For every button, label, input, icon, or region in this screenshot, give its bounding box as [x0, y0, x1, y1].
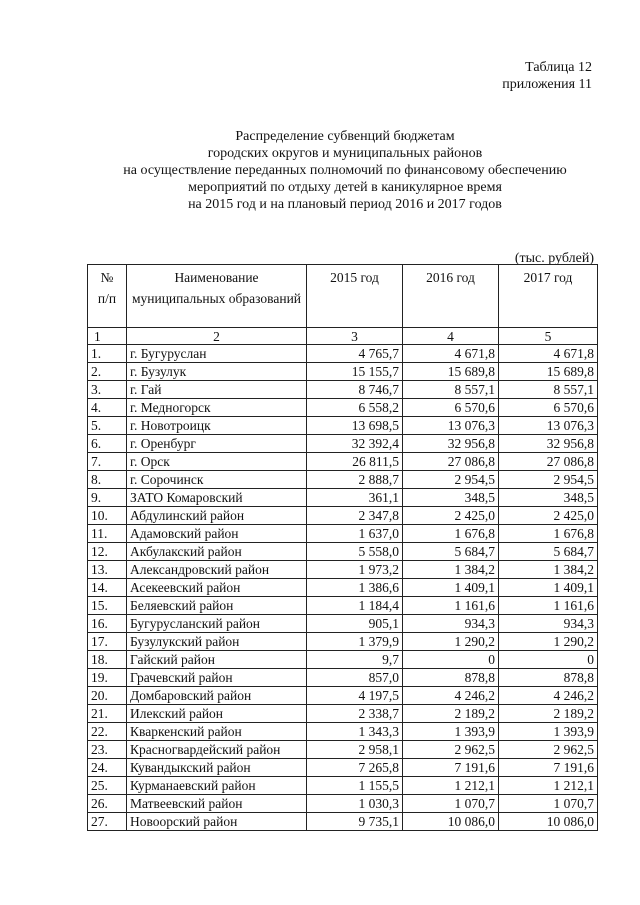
table-row: [88, 705, 598, 723]
row-number: 8.: [88, 471, 127, 489]
table-row: [88, 795, 598, 813]
value-2017: 1 161,6: [499, 597, 598, 615]
value-2016: 0: [403, 651, 499, 669]
value-2017: 2 425,0: [499, 507, 598, 525]
value-2015: 15 155,7: [307, 363, 403, 381]
value-2015: 7 265,8: [307, 759, 403, 777]
table-row: [88, 687, 598, 705]
value-2017: 1 290,2: [499, 633, 598, 651]
municipality-name: Домбаровский район: [127, 687, 307, 705]
value-2017: 4 246,2: [499, 687, 598, 705]
table-row: [88, 777, 598, 795]
municipality-name: Абдулинский район: [127, 507, 307, 525]
units-label: (тыс. рублей): [514, 251, 594, 266]
municipality-name: г. Новотроицк: [127, 417, 307, 435]
table-row: [88, 435, 598, 453]
row-number: 24.: [88, 759, 127, 777]
value-2017: 5 684,7: [499, 543, 598, 561]
value-2015: 2 347,8: [307, 507, 403, 525]
value-2016: 10 086,0: [403, 813, 499, 831]
header-2016: 2016 год: [403, 265, 499, 328]
value-2016: 8 557,1: [403, 381, 499, 399]
value-2016: 1 070,7: [403, 795, 499, 813]
value-2016: 32 956,8: [403, 435, 499, 453]
value-2015: 1 973,2: [307, 561, 403, 579]
value-2017: 8 557,1: [499, 381, 598, 399]
table-row: [88, 723, 598, 741]
municipality-name: Кваркенский район: [127, 723, 307, 741]
value-2017: 10 086,0: [499, 813, 598, 831]
value-2015: 1 030,3: [307, 795, 403, 813]
row-number: 1.: [88, 345, 127, 363]
value-2015: 2 888,7: [307, 471, 403, 489]
row-number: 13.: [88, 561, 127, 579]
municipality-name: Грачевский район: [127, 669, 307, 687]
value-2016: 1 676,8: [403, 525, 499, 543]
row-number: 14.: [88, 579, 127, 597]
municipality-name: г. Сорочинск: [127, 471, 307, 489]
value-2016: 27 086,8: [403, 453, 499, 471]
value-2017: 13 076,3: [499, 417, 598, 435]
heading-line: Распределение субвенций бюджетам: [235, 129, 455, 144]
value-2015: 4 765,7: [307, 345, 403, 363]
value-2017: 1 676,8: [499, 525, 598, 543]
municipality-name: Александровский район: [127, 561, 307, 579]
value-2015: 5 558,0: [307, 543, 403, 561]
value-2015: 2 958,1: [307, 741, 403, 759]
value-2017: 2 954,5: [499, 471, 598, 489]
municipality-name: Адамовский район: [127, 525, 307, 543]
municipality-name: Курманаевский район: [127, 777, 307, 795]
value-2017: 6 570,6: [499, 399, 598, 417]
municipality-name: Бугурусланский район: [127, 615, 307, 633]
heading-line: городских округов и муниципальных районов: [207, 146, 483, 161]
row-number: 5.: [88, 417, 127, 435]
value-2015: 6 558,2: [307, 399, 403, 417]
table-row: [88, 579, 598, 597]
column-number: 2: [127, 328, 307, 345]
header-name: Наименование муниципальных образований: [127, 265, 307, 328]
row-number: 10.: [88, 507, 127, 525]
row-number: 19.: [88, 669, 127, 687]
column-number: 1: [88, 328, 127, 345]
value-2016: 2 954,5: [403, 471, 499, 489]
value-2015: 905,1: [307, 615, 403, 633]
municipality-name: Гайский район: [127, 651, 307, 669]
table-body: [88, 345, 598, 831]
table-row: [88, 507, 598, 525]
value-2017: 2 962,5: [499, 741, 598, 759]
row-number: 9.: [88, 489, 127, 507]
value-2016: 934,3: [403, 615, 499, 633]
header-2017: 2017 год: [499, 265, 598, 328]
table-row: [88, 489, 598, 507]
subvention-table: [87, 264, 598, 831]
municipality-name: ЗАТО Комаровский: [127, 489, 307, 507]
row-number: 4.: [88, 399, 127, 417]
value-2017: 32 956,8: [499, 435, 598, 453]
value-2017: 1 070,7: [499, 795, 598, 813]
municipality-name: г. Орск: [127, 453, 307, 471]
value-2017: 4 671,8: [499, 345, 598, 363]
value-2015: 857,0: [307, 669, 403, 687]
value-2017: 15 689,8: [499, 363, 598, 381]
municipality-name: Бузулукский район: [127, 633, 307, 651]
heading-line: мероприятий по отдыху детей в каникулярное время: [188, 180, 502, 195]
value-2015: 13 698,5: [307, 417, 403, 435]
table-row: [88, 453, 598, 471]
value-2016: 5 684,7: [403, 543, 499, 561]
table-row: [88, 417, 598, 435]
table-row: [88, 633, 598, 651]
municipality-name: Асекеевский район: [127, 579, 307, 597]
table-row: [88, 561, 598, 579]
value-2017: 1 212,1: [499, 777, 598, 795]
table-row: [88, 399, 598, 417]
municipality-name: Беляевский район: [127, 597, 307, 615]
column-number: 3: [307, 328, 403, 345]
appendix-reference: приложения 11: [502, 77, 592, 92]
municipality-name: Матвеевский район: [127, 795, 307, 813]
value-2015: 9,7: [307, 651, 403, 669]
value-2016: 1 290,2: [403, 633, 499, 651]
value-2016: 4 246,2: [403, 687, 499, 705]
value-2016: 4 671,8: [403, 345, 499, 363]
value-2015: 361,1: [307, 489, 403, 507]
value-2017: 934,3: [499, 615, 598, 633]
municipality-name: г. Бузулук: [127, 363, 307, 381]
table-reference: [502, 59, 592, 93]
row-number: 21.: [88, 705, 127, 723]
value-2017: 1 409,1: [499, 579, 598, 597]
value-2017: 7 191,6: [499, 759, 598, 777]
header-number-line: №: [100, 270, 114, 285]
header-number-line: п/п: [97, 291, 117, 306]
value-2015: 1 155,5: [307, 777, 403, 795]
municipality-name: Акбулакский район: [127, 543, 307, 561]
value-2015: 1 184,4: [307, 597, 403, 615]
table-row: [88, 669, 598, 687]
table-header-row: [88, 265, 598, 328]
municipality-name: г. Гай: [127, 381, 307, 399]
table-row: [88, 615, 598, 633]
row-number: 17.: [88, 633, 127, 651]
table-row: [88, 363, 598, 381]
row-number: 2.: [88, 363, 127, 381]
value-2016: 1 393,9: [403, 723, 499, 741]
value-2015: 1 343,3: [307, 723, 403, 741]
table-row: [88, 597, 598, 615]
municipality-name: г. Бугуруслан: [127, 345, 307, 363]
value-2015: 4 197,5: [307, 687, 403, 705]
table-row: [88, 741, 598, 759]
municipality-name: г. Медногорск: [127, 399, 307, 417]
value-2017: 1 384,2: [499, 561, 598, 579]
table-row: [88, 543, 598, 561]
row-number: 3.: [88, 381, 127, 399]
value-2015: 9 735,1: [307, 813, 403, 831]
table-row: [88, 471, 598, 489]
value-2016: 6 570,6: [403, 399, 499, 417]
table-row: [88, 759, 598, 777]
value-2017: 27 086,8: [499, 453, 598, 471]
value-2015: 32 392,4: [307, 435, 403, 453]
value-2016: 2 189,2: [403, 705, 499, 723]
value-2016: 13 076,3: [403, 417, 499, 435]
row-number: 12.: [88, 543, 127, 561]
value-2016: 2 425,0: [403, 507, 499, 525]
table-row: [88, 813, 598, 831]
municipality-name: Новоорский район: [127, 813, 307, 831]
table-row: [88, 381, 598, 399]
table-number: Таблица 12: [525, 60, 592, 75]
heading-line: на 2015 год и на плановый период 2016 и 2017 годов: [188, 197, 502, 212]
value-2016: 7 191,6: [403, 759, 499, 777]
value-2016: 1 384,2: [403, 561, 499, 579]
row-number: 23.: [88, 741, 127, 759]
row-number: 18.: [88, 651, 127, 669]
value-2015: 1 386,6: [307, 579, 403, 597]
value-2017: 0: [499, 651, 598, 669]
row-number: 22.: [88, 723, 127, 741]
value-2016: 15 689,8: [403, 363, 499, 381]
value-2015: 1 379,9: [307, 633, 403, 651]
row-number: 27.: [88, 813, 127, 831]
header-2015: 2015 год: [307, 265, 403, 328]
row-number: 6.: [88, 435, 127, 453]
municipality-name: г. Оренбург: [127, 435, 307, 453]
municipality-name: Кувандыкский район: [127, 759, 307, 777]
municipality-name: Красногвардейский район: [127, 741, 307, 759]
value-2016: 1 161,6: [403, 597, 499, 615]
column-number: 5: [499, 328, 598, 345]
value-2015: 1 637,0: [307, 525, 403, 543]
row-number: 16.: [88, 615, 127, 633]
value-2017: 348,5: [499, 489, 598, 507]
value-2016: 1 409,1: [403, 579, 499, 597]
value-2016: 2 962,5: [403, 741, 499, 759]
value-2017: 1 393,9: [499, 723, 598, 741]
value-2016: 1 212,1: [403, 777, 499, 795]
value-2016: 878,8: [403, 669, 499, 687]
row-number: 26.: [88, 795, 127, 813]
heading-line: на осуществление переданных полномочий по финансовому обеспечению: [123, 163, 567, 178]
value-2015: 8 746,7: [307, 381, 403, 399]
value-2017: 2 189,2: [499, 705, 598, 723]
row-number: 15.: [88, 597, 127, 615]
value-2015: 26 811,5: [307, 453, 403, 471]
header-number: [88, 265, 127, 328]
row-number: 20.: [88, 687, 127, 705]
row-number: 11.: [88, 525, 127, 543]
table-row: [88, 525, 598, 543]
column-number: 4: [403, 328, 499, 345]
value-2015: 2 338,7: [307, 705, 403, 723]
row-number: 25.: [88, 777, 127, 795]
value-2017: 878,8: [499, 669, 598, 687]
column-numbers-row: [88, 328, 598, 345]
row-number: 7.: [88, 453, 127, 471]
municipality-name: Илекский район: [127, 705, 307, 723]
document-heading: [0, 128, 640, 213]
table-row: [88, 651, 598, 669]
value-2016: 348,5: [403, 489, 499, 507]
table-row: [88, 345, 598, 363]
